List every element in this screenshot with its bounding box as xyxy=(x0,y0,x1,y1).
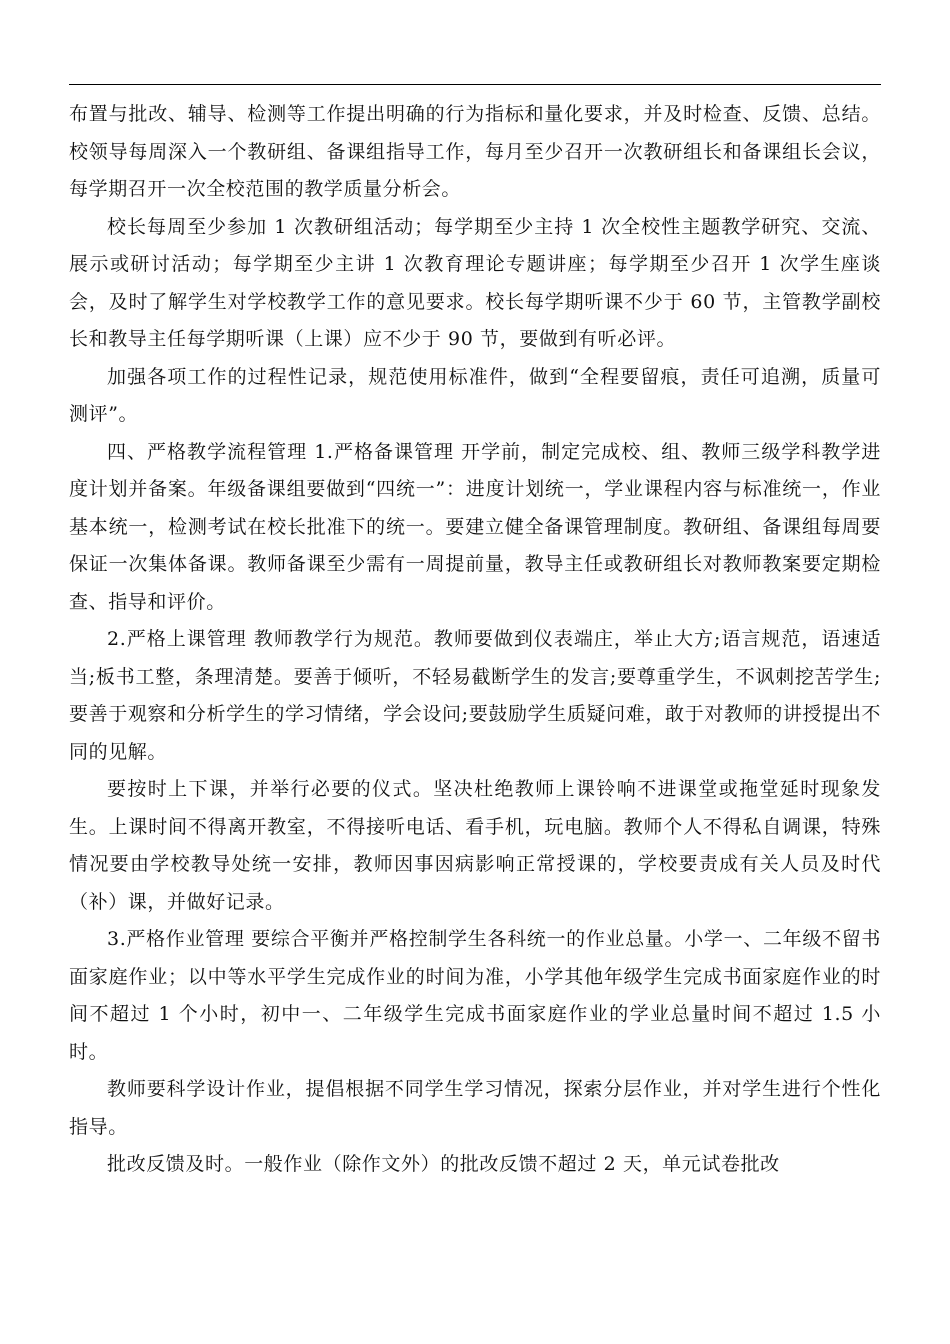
document-body xyxy=(69,96,881,1184)
paragraph-continuation: 布置与批改、辅导、检测等工作提出明确的行为指标和量化要求，并及时检查、反馈、总结。校领导每周深入一个教研组、备课组指导工作，每月至少召开一次教研组长和备课组长会议，每学期召开一次全校范围的教学质量分析会。 xyxy=(69,103,881,200)
paragraph-process-records: 加强各项工作的过程性记录，规范使用标准件，做到“全程要留痕，责任可追溯，质量可测评”。 xyxy=(69,365,881,425)
paragraph-classroom-management: 2.严格上课管理 教师教学行为规范。教师要做到仪表端庄，举止大方;语言规范，语速适当;板书工整，条理清楚。要善于倾听，不轻易截断学生的发言;要尊重学生，不讽刺挖苦学生;要善于观察和分析学生的学习情绪，学会设问;要鼓励学生质疑问难，敢于对教师的讲授提出不同的见解。 xyxy=(69,628,881,763)
paragraph-grading-feedback: 批改反馈及时。一般作业（除作文外）的批改反馈不超过 2 天，单元试卷批改 xyxy=(107,1153,780,1175)
paragraph-homework-design: 教师要科学设计作业，提倡根据不同学生学习情况，探索分层作业，并对学生进行个性化指导。 xyxy=(69,1078,881,1138)
paragraph-lesson-preparation: 四、严格教学流程管理 1.严格备课管理 开学前，制定完成校、组、教师三级学科教学进度计划并备案。年级备课组要做到“四统一”：进度计划统一，学业课程内容与标准统一，作业基本统一，检测考试在校长批准下的统一。要建立健全备课管理制度。教研组、备课组每周要保证一次集体备课。教师备课至少需有一周提前量，教导主任或教研组长对教师教案要定期检查、指导和评价。 xyxy=(69,440,881,613)
header-rule xyxy=(69,84,881,85)
paragraph-class-schedule: 要按时上下课，并举行必要的仪式。坚决杜绝教师上课铃响不进课堂或拖堂延时现象发生。上课时间不得离开教室，不得接听电话、看手机，玩电脑。教师个人不得私自调课，特殊情况要由学校教导处统一安排，教师因事因病影响正常授课的，学校要责成有关人员及时代（补）课，并做好记录。 xyxy=(69,778,881,913)
paragraph-principal-duties: 校长每周至少参加 1 次教研组活动；每学期至少主持 1 次全校性主题教学研究、交流、展示或研讨活动；每学期至少主讲 1 次教育理论专题讲座；每学期至少召开 1 次学生座谈会，及时了解学生对学校教学工作的意见要求。校长每学期听课不少于 60 节，主管教学副校长和教导主任每学期听课（上课）应不少于 90 节，要做到有听必评。 xyxy=(69,215,881,350)
paragraph-homework-management: 3.严格作业管理 要综合平衡并严格控制学生各科统一的作业总量。小学一、二年级不留书面家庭作业；以中等水平学生完成作业的时间为准，小学其他年级学生完成书面家庭作业的时间不超过 1 个小时，初中一、二年级学生完成书面家庭作业的学业总量时间不超过 1.5 小时。 xyxy=(69,928,881,1063)
